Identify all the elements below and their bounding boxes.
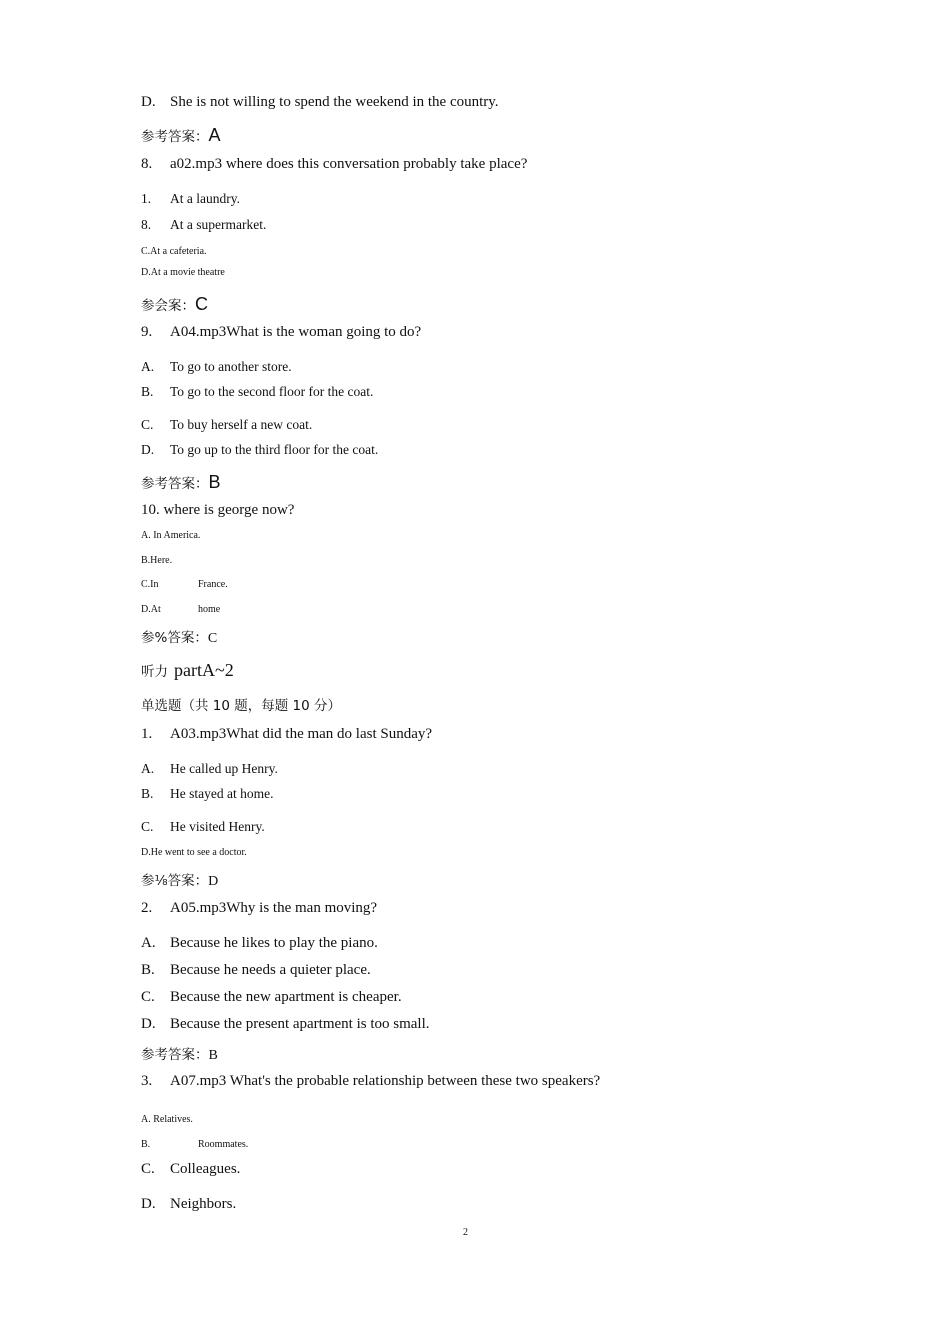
option-a: A. Because he likes to play the piano.	[141, 935, 378, 951]
option-d: D.At home	[141, 604, 221, 615]
question-8: 8. a02.mp3 where does this conversation probably take place?	[141, 156, 528, 172]
section-description: 单选题（共 10 题，每题 10 分）	[141, 698, 342, 714]
question-10: 10. where is george now?	[141, 502, 295, 518]
question-9: 9. A04.mp3What is the woman going to do?	[141, 324, 422, 340]
option-c: C. He visited Henry.	[141, 819, 265, 834]
option-b: B. He stayed at home.	[141, 786, 274, 801]
option-b: B. Because he needs a quieter place.	[141, 962, 371, 978]
page-number: 2	[463, 1227, 468, 1238]
option-a: A. In America.	[141, 530, 201, 541]
option-c: C. To buy herself a new coat.	[141, 417, 313, 432]
answer-line: 参⅛答案：D	[141, 873, 219, 889]
answer-line: 参考答案：B	[141, 1047, 218, 1063]
option-1: 1. At a laundry.	[141, 191, 240, 206]
option-a: A. He called up Henry.	[141, 761, 278, 776]
option-d: D.He went to see a doctor.	[141, 847, 247, 858]
answer-line: 参会案：C	[141, 294, 208, 314]
answer-line: 参考答案：B	[141, 472, 221, 492]
option-8: 8. At a supermarket.	[141, 217, 267, 232]
option-c: C.At a cafeteria.	[141, 246, 207, 257]
option-c: C. Colleagues.	[141, 1161, 241, 1177]
option-d: D.At a movie theatre	[141, 267, 225, 278]
question-3: 3. A07.mp3 What's the probable relationship between these two speakers?	[141, 1073, 601, 1089]
option-d: D. She is not willing to spend the weekend in the country.	[141, 94, 499, 110]
option-b: B. Roommates.	[141, 1139, 249, 1150]
option-b: B.Here.	[141, 555, 173, 566]
section-title: 听力 partA~2	[141, 660, 234, 680]
question-2: 2. A05.mp3Why is the man moving?	[141, 900, 378, 916]
question-1: 1. A03.mp3What did the man do last Sunday?	[141, 726, 433, 742]
option-b: B. To go to the second floor for the coat.	[141, 384, 374, 399]
answer-line: 参考答案：A	[141, 125, 221, 145]
option-c: C. Because the new apartment is cheaper.	[141, 989, 402, 1005]
option-d: D. Neighbors.	[141, 1196, 237, 1212]
option-a: A. To go to another store.	[141, 359, 292, 374]
option-a: A. Relatives.	[141, 1114, 193, 1125]
option-d: D. Because the present apartment is too small.	[141, 1016, 430, 1032]
option-d: D. To go up to the third floor for the coat.	[141, 442, 379, 457]
answer-line: 参%答案：C	[141, 630, 218, 646]
option-c: C.In France.	[141, 579, 228, 590]
